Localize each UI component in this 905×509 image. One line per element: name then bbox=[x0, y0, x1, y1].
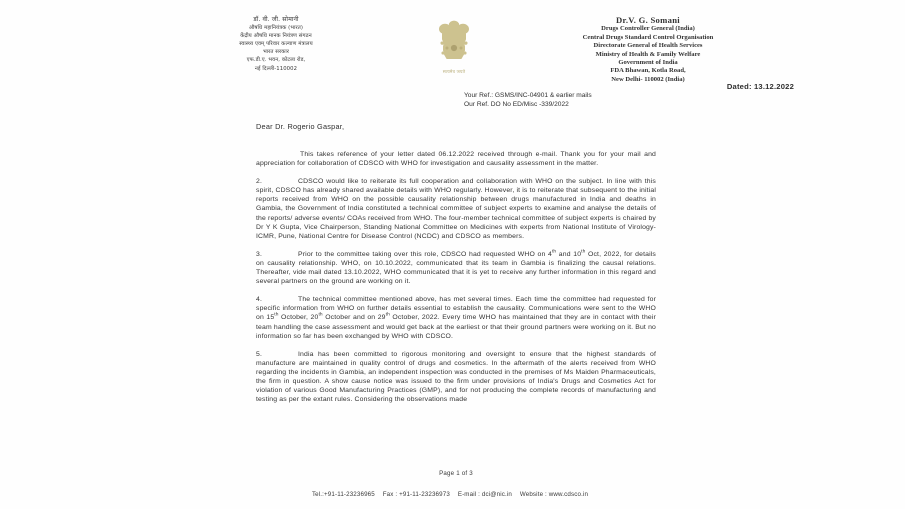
paragraph-3-number: 3. bbox=[256, 250, 263, 258]
footer-fax: Fax : +91-11-23236973 bbox=[382, 491, 450, 498]
paragraph-2 bbox=[256, 177, 656, 241]
paragraph-3-text: Prior to the committee taking over this role, CDSCO had requested WHO on 4th and 10th Oct, 2022, for details on causality relationship. WHO, on 10.10.2022, communicated that its team in Gambia is finalizing the causal relations. Thereafter, vide mail dated 13.10.2022, WHO communicated that it is yet to receive any further information in this regard and several partners on the ground are working on it. bbox=[256, 249, 656, 286]
paragraph-5-text: India has been committed to rigorous monitoring and oversight to ensure that the highest standards of manufacture are maintained in quality control of drugs and cosmetics. In the aftermath of the alerts received from WHO regarding the incidents in Gambia, an independent inspection was conducted in the premises of Ms Maiden Pharmaceuticals, the firm in question. A show cause notice was issued to the firm under provisions of India's Drugs and Cosmetics Act for violation of various Good Manufacturing Practices (GMP), and for not producing the complete records of manufacturing and testing as per the extant rules. Considering the observations made bbox=[256, 350, 656, 404]
reference-block bbox=[440, 82, 800, 109]
letter-body bbox=[256, 150, 656, 413]
letterhead-hindi-block bbox=[196, 16, 356, 73]
hindi-line-2: औषधि महानियंत्रक (भारत) bbox=[248, 25, 304, 32]
letterhead-english-block bbox=[498, 16, 798, 84]
letter-date: Dated: 13.12.2022 bbox=[726, 82, 794, 91]
organisation-name: Central Drugs Standard Control Organisation bbox=[582, 33, 714, 41]
your-reference: Your Ref.: GSMS/INC-04901 & earlier mails bbox=[464, 92, 592, 99]
hindi-line-6: एफ.डी.ए. भवन, कोटला रोड, bbox=[246, 57, 306, 64]
footer-contact bbox=[200, 491, 700, 498]
salutation: Dear Dr. Rogerio Gaspar, bbox=[256, 122, 345, 131]
hindi-line-4: स्वास्थ्य एवम् परिवार कल्याण मंत्रालय bbox=[239, 41, 313, 48]
paragraph-5 bbox=[256, 350, 656, 405]
hindi-line-7: नई दिल्ली-110002 bbox=[254, 65, 298, 72]
footer-tel: Tel.:+91-11-23236965 bbox=[311, 491, 375, 498]
address-line-1: FDA Bhawan, Kotla Road, bbox=[610, 67, 686, 75]
officer-name: Dr.V. G. Somani bbox=[616, 15, 680, 25]
paragraph-4 bbox=[256, 295, 656, 340]
paragraph-1-text: This takes reference of your letter dated 06.12.2022 received through e-mail. Thank you for your mail and appreciation for collaboration of CDSCO with WHO for investigation and causality assessment in the matter. bbox=[256, 151, 656, 168]
our-reference: Our Ref. DO No ED/Misc -339/2022 bbox=[464, 101, 569, 108]
hindi-line-3: केंद्रीय औषधि मानक नियंत्रण संगठन bbox=[240, 33, 312, 40]
letterhead bbox=[0, 8, 905, 86]
hindi-line-5: भारत सरकार bbox=[262, 49, 290, 56]
paragraph-3 bbox=[256, 250, 656, 286]
india-state-emblem-icon bbox=[428, 18, 480, 75]
government-name: Government of India bbox=[618, 59, 678, 67]
paragraph-4-number: 4. bbox=[256, 296, 263, 304]
page-number: Page 1 of 3 bbox=[439, 470, 473, 477]
officer-designation: Drugs Controller General (India) bbox=[601, 25, 695, 33]
paragraph-4-text: The technical committee mentioned above, has met several times. Each time the committee had requested for specific information from WHO on further details essential to establish the causality. Communications were sent to the WHO on 15th October, 20th October and on 29th October, 2022. Every time WHO has maintained that they are in contact with their team handling the case assessment and would get back at the earliest or that their ground partners were working on it. But no information so far has been exchanged by WHO with CDSCO. bbox=[256, 296, 656, 340]
emblem-motto: सत्यमेव जयते bbox=[442, 69, 466, 74]
address-line-2: New Delhi- 110002 (India) bbox=[611, 75, 685, 83]
footer-website[interactable]: Website : www.cdsco.in bbox=[519, 491, 589, 498]
paragraph-2-number: 2. bbox=[256, 178, 263, 186]
ministry-name: Ministry of Health & Family Welfare bbox=[595, 50, 701, 58]
footer-email[interactable]: E-mail : dci@nic.in bbox=[457, 491, 512, 498]
paragraph-1 bbox=[256, 150, 656, 168]
paragraph-2-text: CDSCO would like to reiterate its full cooperation and collaboration with WHO on the subject. In line with this spirit, CDSCO has already shared available details with WHO regularly. However, it is to reiterate that subsequent to the initial reports received from WHO on the possible causality relationship between drugs manufactured in India and deaths in Gambia, the Government of India constituted a technical committee of subject experts to examine and analyse the details of the reports/ adverse events/ COAs received from WHO. The four-member technical committee of subject experts is chaired by Dr Y K Gupta, Vice Chairperson, Standing National Committee on Medicines with experts from National Institute of Virology-ICMR, Pune, National Centre for Disease Control (NCDC) and CDSCO as members. bbox=[256, 178, 656, 240]
hindi-line-1: डॉ. वी. जी. सोमानी bbox=[253, 16, 299, 23]
paragraph-5-number: 5. bbox=[256, 350, 263, 358]
directorate-name: Directorate General of Health Services bbox=[593, 42, 703, 50]
